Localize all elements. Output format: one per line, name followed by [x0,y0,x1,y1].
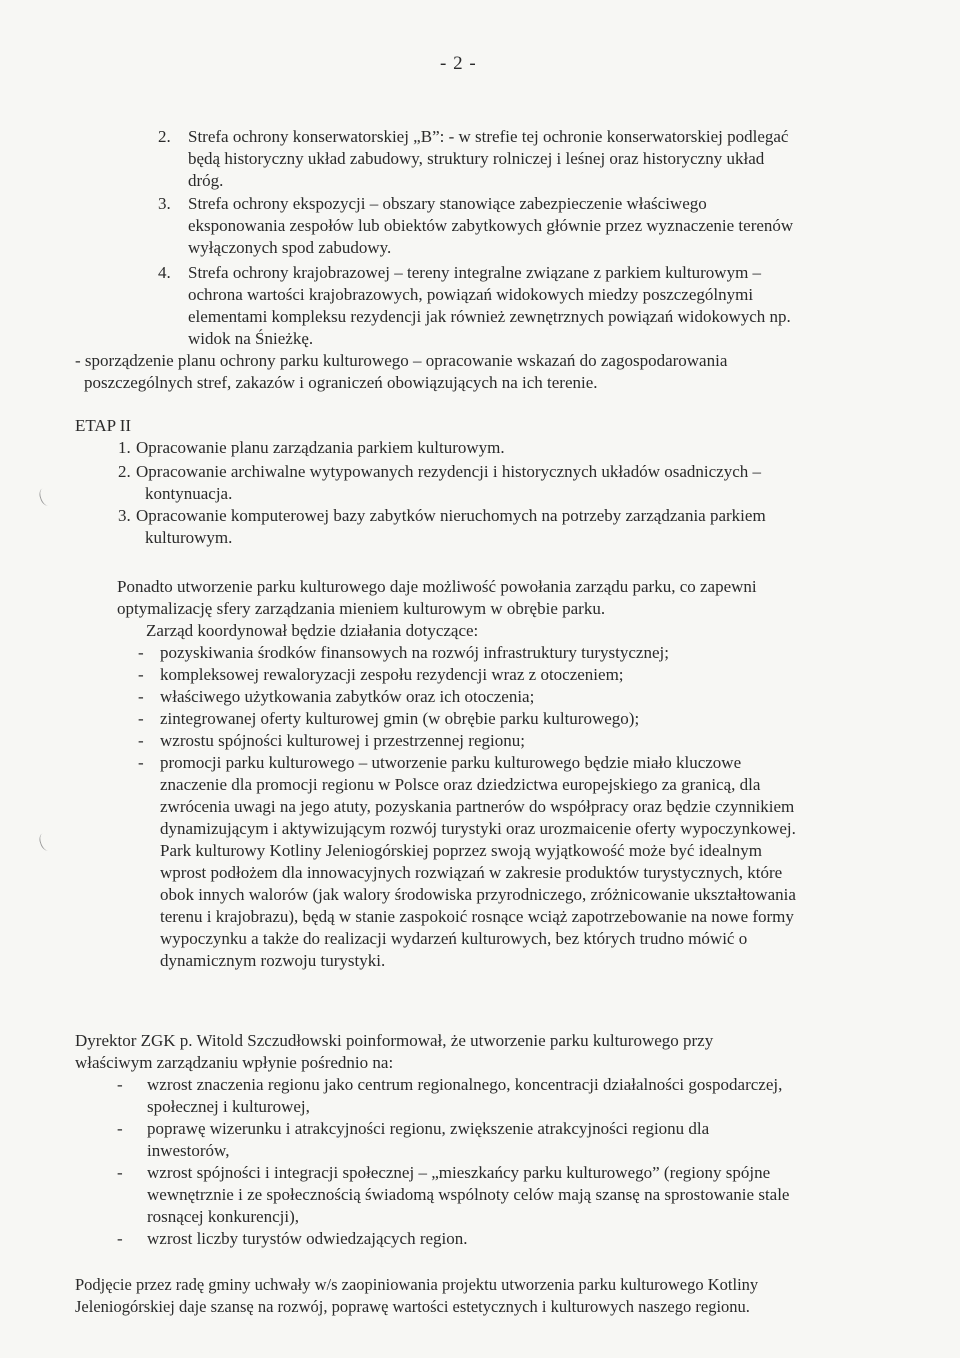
ponadto-line: Ponadto utworzenie parku kulturowego daje możliwość powołania zarządu parku, co zapewni [117,577,757,596]
dyrektor-item-line: wzrost spójności i integracji społecznej – „mieszkańcy parku kulturowego” (regiony spójne [147,1163,771,1182]
dyrektor-item-line: wzrost znaczenia regionu jako centrum regionalnego, koncentracji działalności gospodarczej, [147,1075,783,1094]
dyrektor-item [117,1118,789,1162]
closing-line: Podjęcie przez radę gminy uchwały w/s zaopiniowania projektu utworzenia parku kulturowego Kotliny [75,1275,759,1294]
zone-line: eksponowania zespołów lub obiektów zabytkowych głównie przez wyznaczenie terenów [188,216,794,235]
zarzad-line: terenu i krajobrazu), będą w stanie zaspokoić rosnące wciąż zapotrzebowanie na nowe formy [160,907,794,926]
dash-marker: - [138,687,144,706]
etap-line: Opracowanie komputerowej bazy zabytków nieruchomych na potrzeby zarządzania parkiem [136,506,766,525]
dash-marker: - [138,753,144,772]
zarzad-line: promocji parku kulturowego – utworzenie parku kulturowego będzie miało kluczowe [160,753,742,772]
zone-line: Strefa ochrony krajobrazowej – tereny integralne związane z parkiem kulturowym – [188,263,762,282]
etap-number: 1. [118,438,131,457]
dash-marker: - [117,1163,123,1182]
dyrektor-item-line: inwestorów, [147,1141,230,1160]
zarzad-line: właściwego użytkowania zabytków oraz ich otoczenia; [160,687,535,706]
dash-marker: - [117,1229,123,1248]
zone-line: widok na Śnieżkę. [188,329,314,348]
etap-number: 3. [118,506,131,525]
page-number: - 2 - [440,53,477,74]
dyrektor-item-line: wewnętrznie i ze społecznością świadomą wspólnoty celów mają szansę na sprostowanie stale [147,1185,790,1204]
dyrektor-item [117,1162,790,1228]
dash-marker: - [138,709,144,728]
zone-number: 4. [158,263,171,282]
zone-line: elementami kompleksu rezydencji jak również zewnętrznych powiązań widokowych np. [188,307,791,326]
zarzad-line: Park kulturowy Kotliny Jeleniogórskiej poprzez swoją wyjątkowość może być idealnym [160,841,762,860]
dyrektor-item [117,1074,789,1118]
etap-item-3 [118,505,766,549]
dyrektor-item-line: społecznej i kulturowej, [147,1097,310,1116]
zarzad-line: kompleksowej rewaloryzacji zespołu rezydencji wraz z otoczeniem; [160,665,624,684]
dyrektor-item [117,1228,789,1250]
etap-heading: ETAP II [75,416,132,435]
zarzad-intro: Zarząd koordynował będzie działania dotyczące: [146,621,479,640]
ponadto-paragraph [117,576,757,620]
closing-paragraph [75,1274,758,1318]
dash-marker: - [138,665,144,684]
zone-4 [158,262,791,350]
zarzad-line: dynamicznym rozwoju turystyki. [160,951,386,970]
zone-3 [158,193,794,259]
zone-line: wyłączonych spod zabudowy. [188,238,392,257]
plan-note-line: - sporządzenie planu ochrony parku kulturowego – opracowanie wskazań do zagospodarowania [75,351,728,370]
zone-number: 3. [158,194,171,213]
zone-line: Strefa ochrony ekspozycji – obszary stanowiące zabezpieczenie właściwego [188,194,707,213]
zarzad-line: dynamizującym i aktywizującym rozwój turystyki oraz urozmaicenie oferty wypoczynkowej. [160,819,796,838]
dyrektor-item-line: poprawę wizerunku i atrakcyjności regionu, zwiększenie atrakcyjności regionu dla [147,1119,710,1138]
zone-line: będą historyczny układ zabudowy, struktury rolniczej i leśnej oraz historyczny układ [188,149,765,168]
zarzad-item [138,664,796,686]
dyrektor-list [117,1074,790,1250]
etap-item-1 [118,437,505,459]
dash-marker: - [138,731,144,750]
dash-marker: - [117,1075,123,1094]
zone-number: 2. [158,127,171,146]
punch-hole-mark [37,832,53,853]
zarzad-line: wzrostu spójności kulturowej i przestrzennej regionu; [160,731,525,750]
closing-line: Jeleniogórskiej daje szansę na rozwój, poprawę wartości estetycznych i kulturowych naszego regionu. [75,1297,750,1316]
zarzad-line: wypoczynku a także do realizacji wydarzeń kulturowych, bez których trudno mówić o [160,929,748,948]
etap-line: kulturowym. [145,528,233,547]
zarzad-item [138,642,796,664]
zarzad-item [138,708,796,730]
dyrektor-line: Dyrektor ZGK p. Witold Szczudłowski poinformował, że utworzenie parku kulturowego przy [75,1031,714,1050]
dyrektor-paragraph [75,1030,713,1074]
etap-line: kontynuacja. [145,484,233,503]
ponadto-line: optymalizację sfery zarządzania mieniem kulturowym w obrębie parku. [117,599,606,618]
punch-hole-mark [37,487,53,508]
zone-line: dróg. [188,171,224,190]
zone-line: ochrona wartości krajobrazowych, powiązań widokowych miedzy poszczególnymi [188,285,754,304]
etap-item-2 [118,461,761,505]
zarzad-item [138,730,796,752]
plan-note [75,350,727,394]
dyrektor-item-line: wzrost liczby turystów odwiedzających region. [147,1229,468,1248]
zarzad-item [138,686,796,708]
plan-note-line: poszczególnych stref, zakazów i ograniczeń obowiązujących na ich terenie. [84,373,598,392]
zarzad-line: zwrócenia uwagi na jego atuty, pozyskania partnerów do współpracy oraz będzie czynnikiem [160,797,795,816]
zarzad-line: pozyskiwania środków finansowych na rozwój infrastruktury turystycznej; [160,643,669,662]
zarzad-line: obok innych walorów (jak walory środowiska przyrodniczego, zróżnicowanie ukształtowania [160,885,796,904]
etap-line: Opracowanie archiwalne wytypowanych rezydencji i historycznych układów osadniczych – [136,462,761,481]
zarzad-item [138,752,796,972]
etap-number: 2. [118,462,131,481]
dash-marker: - [138,643,144,662]
zarzad-line: zintegrowanej oferty kulturowej gmin (w obrębie parku kulturowego); [160,709,640,728]
zarzad-line: wprost podłożem dla innowacyjnych rozwiązań w zakresie produktów turystycznych, które [160,863,783,882]
dyrektor-line: właściwym zarządzaniu wpłynie pośrednio na: [75,1053,394,1072]
zone-2 [158,126,789,192]
zone-line: Strefa ochrony konserwatorskiej „B”: - w strefie tej ochronie konserwatorskiej podlegać [188,127,789,146]
etap-line: Opracowanie planu zarządzania parkiem kulturowym. [136,438,505,457]
zarzad-list [138,642,796,972]
dyrektor-item-line: rosnącej konkurencji), [147,1207,299,1226]
zarzad-line: znaczenie dla promocji regionu w Polsce oraz dziedzictwa europejskiego za granicą, dla [160,775,761,794]
dash-marker: - [117,1119,123,1138]
